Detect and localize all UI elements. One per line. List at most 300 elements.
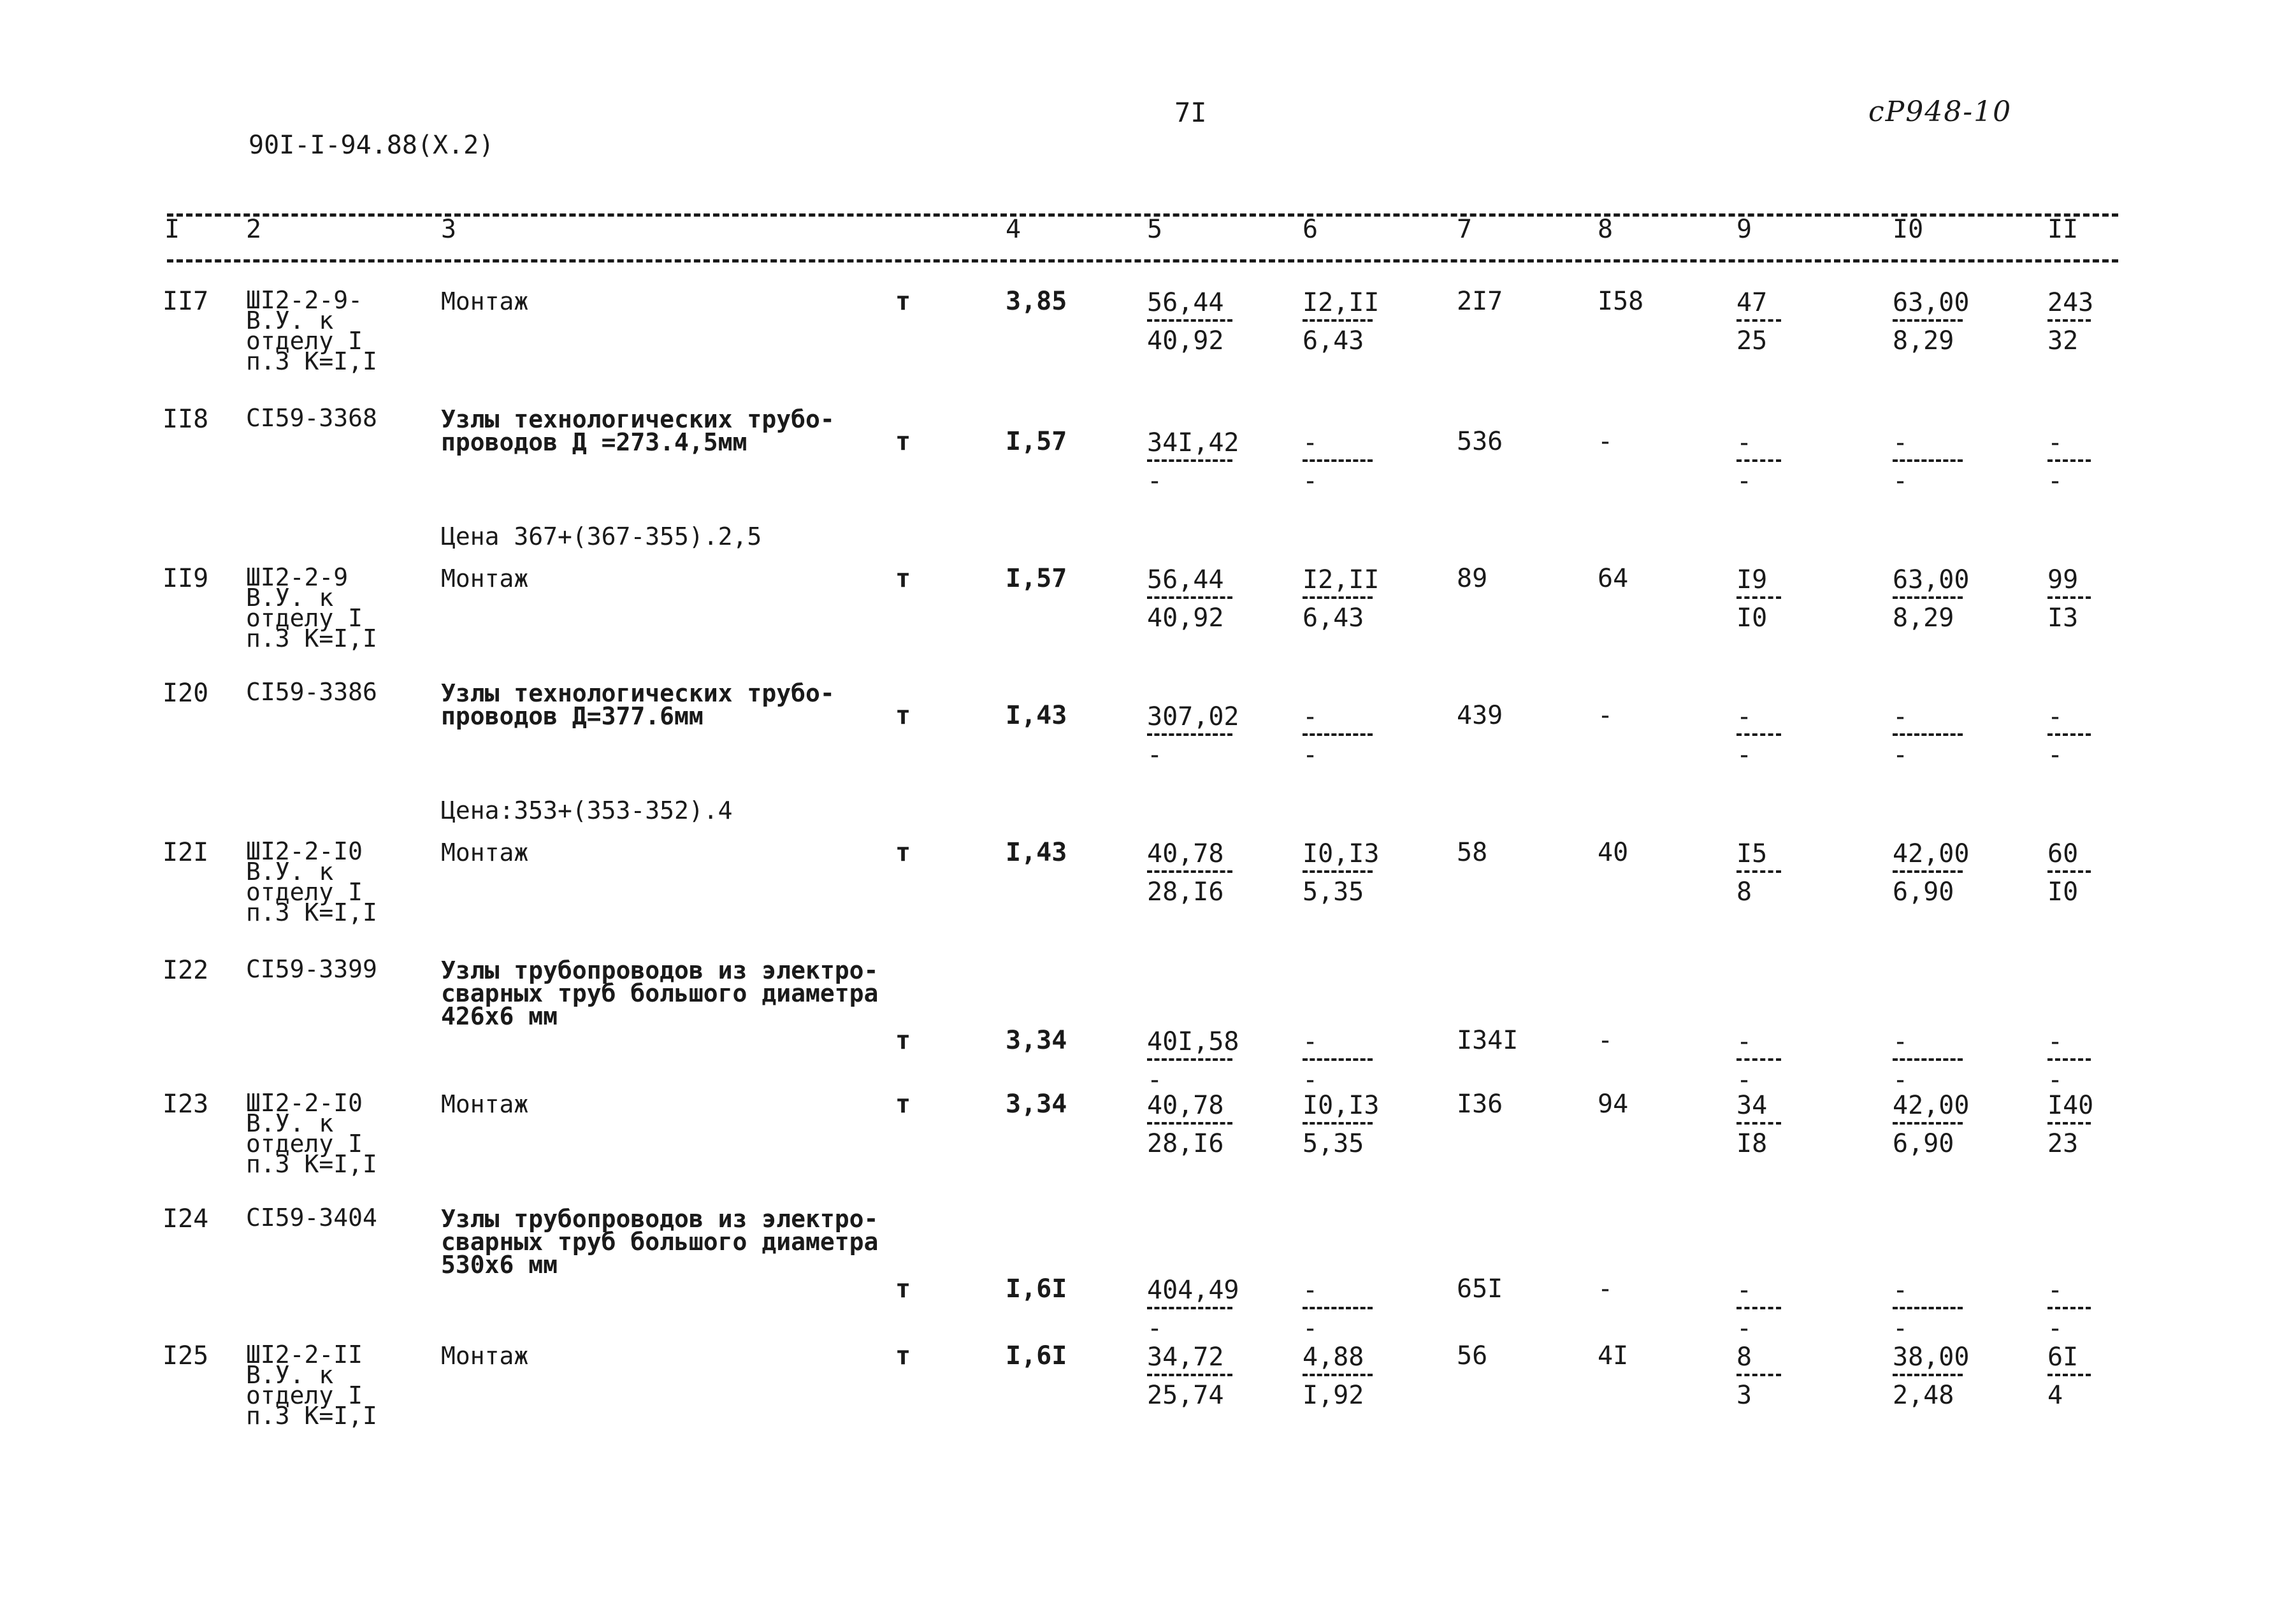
page-number: 7I xyxy=(1174,97,1207,128)
col6-value-denominator: 5,35 xyxy=(1303,1129,1364,1158)
unit: т xyxy=(895,838,911,867)
col10-value-bar xyxy=(1893,596,1963,599)
col6-value-bar xyxy=(1303,459,1373,462)
col8-value: - xyxy=(1598,1026,1614,1055)
col6-value-denominator: 5,35 xyxy=(1303,877,1364,907)
norm-code-line: отделу I xyxy=(246,604,363,632)
norm-code-line: В.У. к xyxy=(246,584,334,612)
col10-value-denominator: 6,90 xyxy=(1893,1129,1954,1158)
work-description-line: Монтаж xyxy=(441,1342,529,1370)
col6-value-numerator: I2,II xyxy=(1303,288,1380,317)
col7-value: 2I7 xyxy=(1457,287,1503,316)
work-description xyxy=(441,287,529,315)
col8-value: - xyxy=(1598,427,1614,456)
col9-value-denominator: 3 xyxy=(1736,1381,1752,1410)
col11-value-bar xyxy=(2047,733,2091,736)
col8-value: 40 xyxy=(1598,838,1629,867)
col11-value xyxy=(2047,1093,2093,1156)
row-number: I25 xyxy=(162,1341,209,1371)
col5-value-bar xyxy=(1147,1374,1232,1376)
col6-value xyxy=(1303,290,1379,354)
col9-value-bar xyxy=(1736,1122,1781,1125)
col5-value xyxy=(1147,1093,1232,1156)
col9-value-denominator: - xyxy=(1736,1314,1752,1343)
norm-code xyxy=(246,955,377,983)
col9-value-denominator: 25 xyxy=(1736,326,1768,356)
col6-value-bar xyxy=(1303,870,1373,873)
col6-value xyxy=(1303,704,1373,768)
col9-value-bar xyxy=(1736,319,1781,322)
norm-code-line: В.У. к xyxy=(246,1361,334,1389)
col6-value xyxy=(1303,1344,1373,1408)
norm-code-line: В.У. к xyxy=(246,858,334,886)
col5-value xyxy=(1147,1277,1239,1341)
col9-value xyxy=(1736,1277,1781,1341)
norm-code-line: ШI2-2-I0 xyxy=(246,837,363,865)
col10-value xyxy=(1893,1277,1963,1341)
quantity: 3,34 xyxy=(1006,1026,1067,1055)
col9-value xyxy=(1736,1344,1781,1408)
row-number: I2I xyxy=(162,838,209,867)
col6-value-denominator: I,92 xyxy=(1303,1381,1364,1410)
col5-value-numerator: 404,49 xyxy=(1147,1276,1239,1305)
col6-value-bar xyxy=(1303,1122,1373,1125)
row-number: I24 xyxy=(162,1204,209,1234)
col9-value-numerator: 34 xyxy=(1736,1091,1768,1120)
col10-value-denominator: - xyxy=(1893,466,1909,496)
col9-value xyxy=(1736,290,1781,354)
col-header-1: I xyxy=(164,215,180,244)
col5-value xyxy=(1147,1029,1239,1093)
norm-code xyxy=(246,1204,377,1232)
col9-value-denominator: - xyxy=(1736,466,1752,496)
col11-value-bar xyxy=(2047,319,2091,322)
col10-value-numerator: - xyxy=(1893,702,1909,731)
col5-value-denominator: - xyxy=(1147,466,1163,496)
quantity: I,57 xyxy=(1006,564,1067,593)
col-header-10: I0 xyxy=(1893,215,1924,244)
col6-value-bar xyxy=(1303,1058,1373,1061)
col9-value-denominator: I8 xyxy=(1736,1129,1768,1158)
work-description-line: 426х6 мм xyxy=(441,1002,558,1030)
col8-value: 64 xyxy=(1598,564,1629,593)
col9-value-denominator: I0 xyxy=(1736,603,1768,633)
col5-value-numerator: 40,78 xyxy=(1147,1091,1224,1120)
col5-value xyxy=(1147,567,1232,631)
col5-value-denominator: 28,I6 xyxy=(1147,877,1224,907)
col11-value xyxy=(2047,1344,2091,1408)
norm-code xyxy=(246,1089,377,1178)
column-header-row xyxy=(0,215,2296,244)
price-note-1: Цена 367+(367-355).2,5 xyxy=(441,522,762,550)
quantity: I,57 xyxy=(1006,427,1067,456)
col8-value: - xyxy=(1598,701,1614,730)
col10-value xyxy=(1893,1344,1969,1408)
row-number: I23 xyxy=(162,1090,209,1119)
col11-value-denominator: 23 xyxy=(2047,1129,2079,1158)
col5-value-bar xyxy=(1147,319,1232,322)
col10-value-numerator: - xyxy=(1893,428,1909,457)
col5-value-denominator: 40,92 xyxy=(1147,603,1224,633)
col11-value-denominator: - xyxy=(2047,1065,2063,1095)
norm-code-line: CI59-3399 xyxy=(246,955,377,983)
col10-value-bar xyxy=(1893,733,1963,736)
norm-code-line: В.У. к xyxy=(246,1109,334,1137)
col-header-9: 9 xyxy=(1736,215,1752,244)
col10-value-bar xyxy=(1893,1374,1963,1376)
col10-value-denominator: - xyxy=(1893,740,1909,770)
price-note-2: Цена:353+(353-352).4 xyxy=(441,796,733,824)
col11-value-bar xyxy=(2047,1058,2091,1061)
norm-code xyxy=(246,837,377,926)
col6-value-numerator: I0,I3 xyxy=(1303,839,1380,868)
col5-value-bar xyxy=(1147,1307,1232,1309)
col6-value-numerator: - xyxy=(1303,1276,1318,1305)
col6-value-bar xyxy=(1303,596,1373,599)
col8-value: - xyxy=(1598,1274,1614,1304)
col8-value: 4I xyxy=(1598,1341,1629,1371)
norm-code-line: отделу I xyxy=(246,878,363,906)
unit: т xyxy=(895,1090,911,1119)
work-description-line: Монтаж xyxy=(441,565,529,593)
unit: т xyxy=(895,1026,911,1055)
col9-value-denominator: - xyxy=(1736,1065,1752,1095)
col-header-7: 7 xyxy=(1457,215,1473,244)
norm-code-line: ШI2-2-9- xyxy=(246,286,363,314)
norm-code xyxy=(246,404,377,432)
col6-value-bar xyxy=(1303,1374,1373,1376)
col7-value: 89 xyxy=(1457,564,1488,593)
col6-value-numerator: 4,88 xyxy=(1303,1342,1364,1372)
work-description xyxy=(441,565,529,593)
row-number: II7 xyxy=(162,287,209,316)
col9-value-numerator: - xyxy=(1736,1027,1752,1056)
col5-value-numerator: 34,72 xyxy=(1147,1342,1224,1372)
col10-value xyxy=(1893,290,1969,354)
col9-value-numerator: 8 xyxy=(1736,1342,1752,1372)
col10-value-numerator: 63,00 xyxy=(1893,288,1970,317)
col9-value-numerator: 47 xyxy=(1736,288,1768,317)
col10-value-bar xyxy=(1893,870,1963,873)
col10-value-bar xyxy=(1893,1058,1963,1061)
col7-value: 56 xyxy=(1457,1341,1488,1371)
col11-value-bar xyxy=(2047,1122,2091,1125)
col-header-11: II xyxy=(2047,215,2079,244)
col10-value xyxy=(1893,841,1969,905)
col9-value-bar xyxy=(1736,1058,1781,1061)
work-description xyxy=(441,1090,529,1118)
col6-value-denominator: 6,43 xyxy=(1303,326,1364,356)
col-header-3: 3 xyxy=(441,215,457,244)
col11-value xyxy=(2047,704,2091,768)
norm-code-line: п.3 К=I,I xyxy=(246,898,377,926)
col10-value-denominator: - xyxy=(1893,1065,1909,1095)
header-bottom-rule xyxy=(167,259,2118,263)
col8-value: 94 xyxy=(1598,1090,1629,1119)
col6-value xyxy=(1303,567,1379,631)
col6-value-bar xyxy=(1303,1307,1373,1309)
col10-value-denominator: 8,29 xyxy=(1893,326,1954,356)
col9-value-bar xyxy=(1736,733,1781,736)
norm-code-line: отделу I xyxy=(246,1130,363,1158)
work-description-line: Узлы технологических трубо- xyxy=(441,405,835,433)
col11-value xyxy=(2047,567,2091,631)
col9-value xyxy=(1736,1093,1781,1156)
work-description xyxy=(441,956,879,1030)
col5-value-numerator: 307,02 xyxy=(1147,702,1239,731)
work-description-line: проводов Д =273.4,5мм xyxy=(441,428,747,456)
col6-value-numerator: - xyxy=(1303,428,1318,457)
col5-value-numerator: 56,44 xyxy=(1147,288,1224,317)
col5-value-denominator: - xyxy=(1147,1065,1163,1095)
col11-value-bar xyxy=(2047,596,2091,599)
col9-value-bar xyxy=(1736,870,1781,873)
col10-value-numerator: 42,00 xyxy=(1893,1091,1970,1120)
col11-value-bar xyxy=(2047,459,2091,462)
col5-value xyxy=(1147,704,1239,768)
unit: т xyxy=(895,701,911,730)
quantity: I,6I xyxy=(1006,1274,1067,1304)
col10-value-bar xyxy=(1893,1307,1963,1309)
col10-value-denominator: - xyxy=(1893,1314,1909,1343)
col9-value xyxy=(1736,1029,1781,1093)
col10-value-denominator: 8,29 xyxy=(1893,603,1954,633)
col6-value-bar xyxy=(1303,733,1373,736)
col5-value-denominator: - xyxy=(1147,1314,1163,1343)
col9-value xyxy=(1736,704,1781,768)
col10-value xyxy=(1893,430,1963,494)
col-header-8: 8 xyxy=(1598,215,1614,244)
row-number: I20 xyxy=(162,679,209,708)
col6-value xyxy=(1303,1029,1373,1093)
norm-code-line: CI59-3368 xyxy=(246,404,377,432)
col11-value-denominator: I0 xyxy=(2047,877,2079,907)
col11-value xyxy=(2047,290,2093,354)
header-top-rule xyxy=(167,213,2118,217)
row-number: II9 xyxy=(162,564,209,593)
col7-value: 439 xyxy=(1457,701,1503,730)
col10-value xyxy=(1893,1093,1969,1156)
col5-value-denominator: 28,I6 xyxy=(1147,1129,1224,1158)
col5-value-bar xyxy=(1147,1122,1232,1125)
col11-value-numerator: 6I xyxy=(2047,1342,2079,1372)
col10-value-numerator: 63,00 xyxy=(1893,565,1970,594)
unit: т xyxy=(895,427,911,456)
unit: т xyxy=(895,287,911,316)
norm-code-line: ШI2-2-I0 xyxy=(246,1089,363,1117)
norm-code-line: отделу I xyxy=(246,1381,363,1409)
norm-code xyxy=(246,286,377,375)
work-description-line: Узлы трубопроводов из электро- xyxy=(441,956,879,984)
col6-value-bar xyxy=(1303,319,1373,322)
col6-value-denominator: - xyxy=(1303,466,1318,496)
col11-value-denominator: - xyxy=(2047,466,2063,496)
col5-value xyxy=(1147,430,1239,494)
col6-value-numerator: I0,I3 xyxy=(1303,1091,1380,1120)
norm-code-line: ШI2-2-9 xyxy=(246,563,349,591)
norm-code-line: п.3 К=I,I xyxy=(246,1402,377,1430)
handwritten-signature: сР948-10 xyxy=(1868,96,2012,128)
col11-value-denominator: - xyxy=(2047,740,2063,770)
col11-value-bar xyxy=(2047,1374,2091,1376)
col10-value-bar xyxy=(1893,319,1963,322)
col9-value-denominator: 8 xyxy=(1736,877,1752,907)
col11-value-bar xyxy=(2047,870,2091,873)
work-description-line: Узлы технологических трубо- xyxy=(441,679,835,707)
work-description xyxy=(441,1205,879,1279)
col9-value-bar xyxy=(1736,459,1781,462)
norm-code xyxy=(246,563,377,652)
col11-value-numerator: - xyxy=(2047,428,2063,457)
col11-value-bar xyxy=(2047,1307,2091,1309)
work-description xyxy=(441,679,835,730)
col11-value xyxy=(2047,1029,2091,1093)
col11-value-denominator: 4 xyxy=(2047,1381,2063,1410)
col9-value xyxy=(1736,841,1781,905)
col11-value-numerator: 60 xyxy=(2047,839,2079,868)
col11-value-denominator: - xyxy=(2047,1314,2063,1343)
col10-value-denominator: 6,90 xyxy=(1893,877,1954,907)
col5-value-numerator: 40I,58 xyxy=(1147,1027,1239,1056)
col9-value-numerator: I9 xyxy=(1736,565,1768,594)
work-description-line: Узлы трубопроводов из электро- xyxy=(441,1205,879,1233)
col6-value-denominator: - xyxy=(1303,740,1318,770)
col5-value-bar xyxy=(1147,459,1232,462)
col6-value-numerator: I2,II xyxy=(1303,565,1380,594)
norm-code xyxy=(246,1341,377,1430)
col5-value-bar xyxy=(1147,733,1232,736)
norm-code-line: ШI2-2-II xyxy=(246,1341,363,1369)
col5-value-bar xyxy=(1147,870,1232,873)
quantity: 3,34 xyxy=(1006,1090,1067,1119)
work-description-line: проводов Д=377.6мм xyxy=(441,702,704,730)
col10-value-numerator: 42,00 xyxy=(1893,839,1970,868)
unit: т xyxy=(895,1341,911,1371)
col6-value-denominator: 6,43 xyxy=(1303,603,1364,633)
col10-value xyxy=(1893,1029,1963,1093)
col9-value-numerator: - xyxy=(1736,1276,1752,1305)
work-description xyxy=(441,1342,529,1370)
work-description-line: Монтаж xyxy=(441,287,529,315)
col6-value xyxy=(1303,430,1373,494)
document-id: 90I-I-94.88(X.2) xyxy=(249,131,495,160)
col5-value-numerator: 56,44 xyxy=(1147,565,1224,594)
col5-value-denominator: 25,74 xyxy=(1147,1381,1224,1410)
norm-code-line: CI59-3404 xyxy=(246,1204,377,1232)
unit: т xyxy=(895,564,911,593)
work-description-line: сварных труб большого диаметра xyxy=(441,979,879,1007)
col6-value-numerator: - xyxy=(1303,702,1318,731)
col9-value-numerator: I5 xyxy=(1736,839,1768,868)
col7-value: I36 xyxy=(1457,1090,1503,1119)
col6-value-numerator: - xyxy=(1303,1027,1318,1056)
norm-code-line: отделу I xyxy=(246,327,363,355)
col10-value-numerator: - xyxy=(1893,1276,1909,1305)
col6-value-denominator: - xyxy=(1303,1314,1318,1343)
col7-value: 58 xyxy=(1457,838,1488,867)
unit: т xyxy=(895,1274,911,1304)
col8-value: I58 xyxy=(1598,287,1644,316)
quantity: I,6I xyxy=(1006,1341,1067,1371)
col11-value-denominator: 32 xyxy=(2047,326,2079,356)
norm-code-line: п.3 К=I,I xyxy=(246,347,377,375)
col11-value xyxy=(2047,841,2091,905)
col5-value-denominator: 40,92 xyxy=(1147,326,1224,356)
col10-value-numerator: 38,00 xyxy=(1893,1342,1970,1372)
col11-value-numerator: 243 xyxy=(2047,288,2094,317)
col5-value-bar xyxy=(1147,1058,1232,1061)
col10-value-bar xyxy=(1893,1122,1963,1125)
col-header-4: 4 xyxy=(1006,215,1022,244)
norm-code-line: В.У. к xyxy=(246,306,334,335)
col11-value-numerator: - xyxy=(2047,1027,2063,1056)
col9-value-bar xyxy=(1736,1307,1781,1309)
col11-value-numerator: 99 xyxy=(2047,565,2079,594)
col11-value xyxy=(2047,1277,2091,1341)
col7-value: 536 xyxy=(1457,427,1503,456)
col10-value xyxy=(1893,704,1963,768)
col9-value xyxy=(1736,567,1781,631)
col9-value-bar xyxy=(1736,1374,1781,1376)
col6-value-denominator: - xyxy=(1303,1065,1318,1095)
col10-value-denominator: 2,48 xyxy=(1893,1381,1954,1410)
col-header-6: 6 xyxy=(1303,215,1318,244)
col7-value: 65I xyxy=(1457,1274,1503,1304)
col6-value xyxy=(1303,841,1379,905)
col5-value xyxy=(1147,1344,1232,1408)
work-description-line: сварных труб большого диаметра xyxy=(441,1228,879,1256)
work-description-line: Монтаж xyxy=(441,1090,529,1118)
col11-value xyxy=(2047,430,2091,494)
norm-code xyxy=(246,678,377,706)
col9-value-numerator: - xyxy=(1736,428,1752,457)
work-description xyxy=(441,838,529,867)
col5-value-numerator: 40,78 xyxy=(1147,839,1224,868)
col5-value xyxy=(1147,290,1232,354)
col10-value-numerator: - xyxy=(1893,1027,1909,1056)
col9-value-numerator: - xyxy=(1736,702,1752,731)
col6-value xyxy=(1303,1093,1379,1156)
col-header-2: 2 xyxy=(246,215,262,244)
row-number: I22 xyxy=(162,956,209,985)
col10-value xyxy=(1893,567,1969,631)
col9-value-bar xyxy=(1736,596,1781,599)
col-header-5: 5 xyxy=(1147,215,1163,244)
row-number: II8 xyxy=(162,405,209,434)
work-description-line: 530х6 мм xyxy=(441,1251,558,1279)
col10-value-bar xyxy=(1893,459,1963,462)
quantity: I,43 xyxy=(1006,701,1067,730)
col5-value-numerator: 34I,42 xyxy=(1147,428,1239,457)
col7-value: I34I xyxy=(1457,1026,1519,1055)
col6-value xyxy=(1303,1277,1373,1341)
quantity: I,43 xyxy=(1006,838,1067,867)
norm-code-line: CI59-3386 xyxy=(246,678,377,706)
norm-code-line: п.3 К=I,I xyxy=(246,1150,377,1178)
norm-code-line: п.3 К=I,I xyxy=(246,624,377,652)
quantity: 3,85 xyxy=(1006,287,1067,316)
work-description-line: Монтаж xyxy=(441,838,529,867)
col11-value-denominator: I3 xyxy=(2047,603,2079,633)
col5-value xyxy=(1147,841,1232,905)
col5-value-denominator: - xyxy=(1147,740,1163,770)
col11-value-numerator: I40 xyxy=(2047,1091,2094,1120)
col5-value-bar xyxy=(1147,596,1232,599)
col9-value xyxy=(1736,430,1781,494)
col11-value-numerator: - xyxy=(2047,1276,2063,1305)
work-description xyxy=(441,405,835,456)
col11-value-numerator: - xyxy=(2047,702,2063,731)
